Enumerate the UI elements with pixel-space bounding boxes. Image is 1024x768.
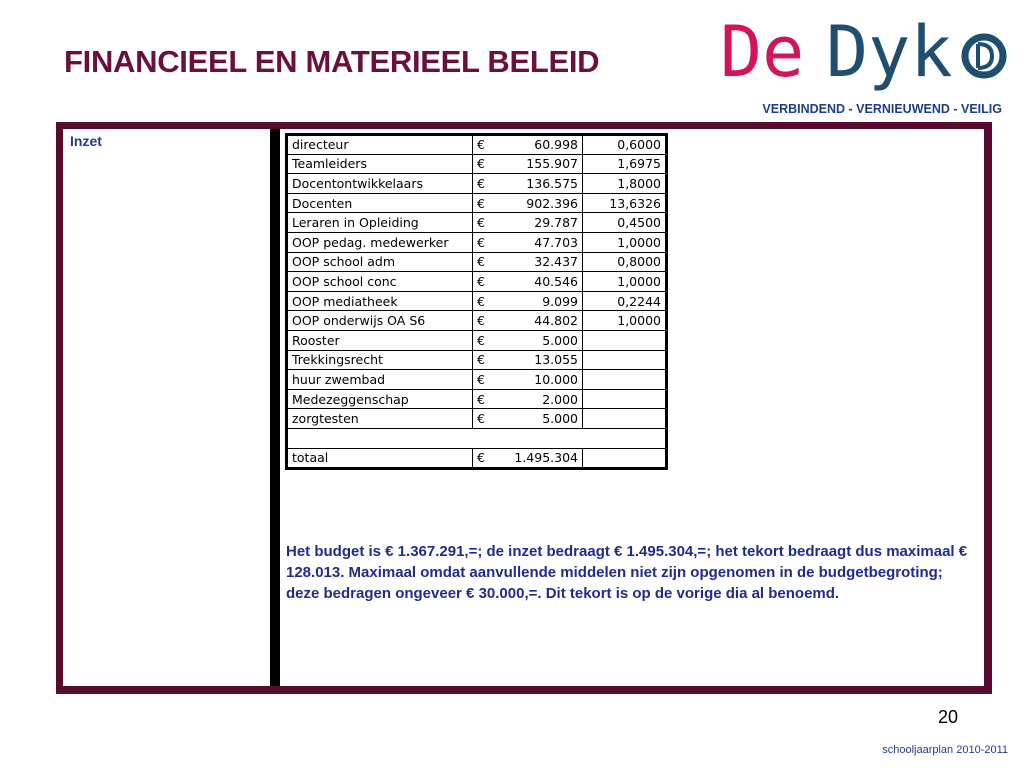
- row-currency: €: [473, 154, 503, 174]
- row-amount: 29.787: [503, 213, 583, 233]
- right-cell: [280, 129, 984, 686]
- row-currency: €: [473, 448, 503, 468]
- row-amount: 2.000: [503, 389, 583, 409]
- row-currency: €: [473, 232, 503, 252]
- row-currency: €: [473, 135, 503, 155]
- table-row: [287, 272, 667, 292]
- row-name: Trekkingsrecht: [287, 350, 473, 370]
- table-row: [287, 370, 667, 390]
- table-row: [287, 193, 667, 213]
- row-currency: €: [473, 409, 503, 429]
- row-name: directeur: [287, 135, 473, 155]
- budget-table: [285, 133, 668, 470]
- svg-text:De: De: [720, 11, 805, 93]
- table-row: [287, 135, 667, 155]
- table-row: [287, 232, 667, 252]
- row-currency: €: [473, 272, 503, 292]
- row-name: huur zwembad: [287, 370, 473, 390]
- row-fte: 1,6975: [583, 154, 667, 174]
- row-amount: 60.998: [503, 135, 583, 155]
- table-row: [287, 252, 667, 272]
- row-fte: 0,6000: [583, 135, 667, 155]
- row-currency: €: [473, 193, 503, 213]
- row-amount: 40.546: [503, 272, 583, 292]
- table-row: [287, 311, 667, 331]
- row-name: OOP onderwijs OA S6: [287, 311, 473, 331]
- row-fte: 1,0000: [583, 311, 667, 331]
- table-row: [287, 213, 667, 233]
- row-fte: 1,0000: [583, 232, 667, 252]
- row-fte: [583, 389, 667, 409]
- table-row: [287, 154, 667, 174]
- row-amount: 5.000: [503, 330, 583, 350]
- row-amount: 32.437: [503, 252, 583, 272]
- row-amount: 155.907: [503, 154, 583, 174]
- row-name: Docentontwikkelaars: [287, 174, 473, 194]
- row-fte: [583, 448, 667, 468]
- row-fte: [583, 350, 667, 370]
- row-name: OOP pedag. medewerker: [287, 232, 473, 252]
- row-fte: 0,8000: [583, 252, 667, 272]
- table-row: [287, 350, 667, 370]
- table-row: [287, 389, 667, 409]
- row-amount: 902.396: [503, 193, 583, 213]
- row-amount: 13.055: [503, 350, 583, 370]
- row-fte: [583, 370, 667, 390]
- table-row: [287, 291, 667, 311]
- row-name: Teamleiders: [287, 154, 473, 174]
- row-currency: €: [473, 174, 503, 194]
- row-fte: 0,4500: [583, 213, 667, 233]
- row-fte: [583, 409, 667, 429]
- row-amount: 5.000: [503, 409, 583, 429]
- page-number: 20: [938, 707, 959, 727]
- row-fte: [583, 330, 667, 350]
- row-amount: 47.703: [503, 232, 583, 252]
- row-name: Leraren in Opleiding: [287, 213, 473, 233]
- row-currency: €: [473, 291, 503, 311]
- row-amount: 136.575: [503, 174, 583, 194]
- row-name: Medezeggenschap: [287, 389, 473, 409]
- divider: [270, 129, 280, 686]
- row-amount: 10.000: [503, 370, 583, 390]
- row-name: totaal: [287, 448, 473, 468]
- left-cell: [63, 129, 270, 686]
- budget-note: Het budget is € 1.367.291,=; de inzet bedraagt € 1.495.304,=; het tekort bedraagt dus maximaal € 128.013. Maximaal omdat aanvullende middelen niet zijn opgenomen in de budgetbegroting; deze bedragen ongeveer € 30.000,=. Dit tekort is op de vorige dia al benoemd.: [286, 543, 968, 602]
- svg-text:Dyk: Dyk: [826, 11, 953, 93]
- de-dyk-logo: [716, 10, 1016, 96]
- spacer-cell: [287, 428, 667, 448]
- row-amount: 9.099: [503, 291, 583, 311]
- row-name: Rooster: [287, 330, 473, 350]
- row-name: OOP school conc: [287, 272, 473, 292]
- row-amount: 1.495.304: [503, 448, 583, 468]
- footer-text: schooljaarplan 2010-2011: [882, 744, 1008, 756]
- row-currency: €: [473, 213, 503, 233]
- row-currency: €: [473, 330, 503, 350]
- row-name: Docenten: [287, 193, 473, 213]
- row-name: OOP mediatheek: [287, 291, 473, 311]
- row-currency: €: [473, 350, 503, 370]
- page-title: FINANCIEEL EN MATERIEEL BELEID: [64, 44, 600, 79]
- row-fte: 13,6326: [583, 193, 667, 213]
- table-row: [287, 174, 667, 194]
- row-name: OOP school adm: [287, 252, 473, 272]
- row-fte: 1,0000: [583, 272, 667, 292]
- row-fte: 0,2244: [583, 291, 667, 311]
- tagline: VERBINDEND - VERNIEUWEND - VEILIG: [762, 102, 1002, 116]
- table-row: [287, 330, 667, 350]
- total-row: [287, 448, 667, 468]
- row-amount: 44.802: [503, 311, 583, 331]
- row-currency: €: [473, 311, 503, 331]
- row-currency: €: [473, 370, 503, 390]
- row-name: zorgtesten: [287, 409, 473, 429]
- row-fte: 1,8000: [583, 174, 667, 194]
- table-row: [287, 409, 667, 429]
- row-currency: €: [473, 252, 503, 272]
- inzet-label: Inzet: [70, 133, 102, 149]
- row-currency: €: [473, 389, 503, 409]
- content-frame: [56, 122, 992, 694]
- spacer-row: [287, 428, 667, 448]
